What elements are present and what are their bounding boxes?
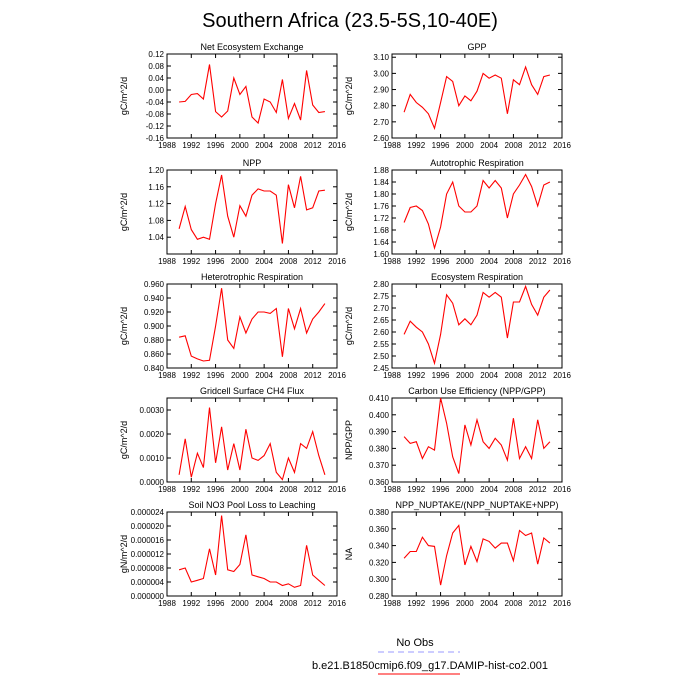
y-tick-label: 1.08 bbox=[148, 216, 164, 226]
y-tick-label: 2.75 bbox=[373, 292, 389, 301]
panel-title: Heterotrophic Respiration bbox=[200, 272, 304, 282]
panel-3 bbox=[119, 158, 346, 266]
y-tick-label: 0.12 bbox=[148, 50, 164, 59]
panel-title: GPP bbox=[467, 42, 487, 52]
y-axis-label: gC/m^2/d bbox=[344, 76, 354, 116]
x-tick-label: 1992 bbox=[407, 257, 426, 266]
plot-frame bbox=[167, 284, 337, 368]
series-line bbox=[404, 67, 550, 128]
y-tick-label: 0.400 bbox=[368, 410, 389, 420]
x-tick-label: 2016 bbox=[328, 141, 346, 150]
x-tick-label: 2016 bbox=[553, 257, 571, 266]
plot-frame bbox=[167, 398, 337, 482]
y-tick-label: 1.04 bbox=[148, 233, 164, 243]
y-tick-label: 2.80 bbox=[373, 101, 389, 111]
panel-4 bbox=[344, 158, 571, 266]
y-tick-label: 0.360 bbox=[368, 478, 389, 487]
x-tick-label: 1992 bbox=[182, 485, 201, 494]
x-tick-label: 1996 bbox=[206, 371, 225, 380]
x-tick-label: 1996 bbox=[431, 485, 450, 494]
x-tick-label: 2012 bbox=[528, 141, 547, 150]
panel-8 bbox=[344, 386, 571, 494]
x-tick-label: 1992 bbox=[407, 141, 426, 150]
y-tick-label: 0.390 bbox=[368, 427, 389, 437]
y-axis-label: gC/m^2/d bbox=[119, 192, 129, 232]
x-tick-label: 2012 bbox=[528, 485, 547, 494]
y-tick-label: -0.08 bbox=[145, 110, 164, 119]
x-tick-label: 2000 bbox=[455, 141, 474, 150]
y-tick-label: 0.300 bbox=[368, 575, 389, 585]
y-tick-label: 3.10 bbox=[373, 53, 389, 63]
x-tick-label: 2000 bbox=[230, 599, 249, 608]
series-line bbox=[404, 286, 550, 363]
x-tick-label: 2012 bbox=[303, 141, 322, 150]
x-tick-label: 2016 bbox=[553, 599, 571, 608]
y-tick-label: 0.000024 bbox=[130, 508, 164, 517]
x-tick-label: 2012 bbox=[528, 599, 547, 608]
x-tick-label: 1988 bbox=[158, 371, 176, 380]
x-tick-label: 1988 bbox=[158, 599, 176, 608]
y-tick-label: 0.320 bbox=[368, 558, 389, 568]
x-tick-label: 2016 bbox=[328, 371, 346, 380]
y-tick-label: 0.000016 bbox=[130, 536, 164, 545]
y-tick-label: 2.60 bbox=[373, 134, 389, 143]
x-tick-label: 2012 bbox=[303, 257, 322, 266]
x-tick-label: 2004 bbox=[255, 599, 274, 608]
y-tick-label: 0.280 bbox=[368, 592, 389, 601]
y-tick-label: 0.920 bbox=[143, 308, 164, 317]
x-tick-label: 1992 bbox=[182, 371, 201, 380]
y-tick-label: 1.64 bbox=[373, 238, 389, 247]
y-tick-label: 0.900 bbox=[143, 322, 164, 331]
y-tick-label: 3.00 bbox=[373, 69, 389, 79]
y-tick-label: 0.840 bbox=[143, 364, 164, 373]
panel-title: NPP bbox=[242, 158, 262, 168]
y-axis-label: gN/m^2/d bbox=[119, 534, 129, 574]
plot-frame bbox=[392, 284, 562, 368]
y-tick-label: 2.80 bbox=[373, 280, 389, 289]
x-tick-label: 2000 bbox=[230, 141, 249, 150]
y-tick-label: 2.45 bbox=[373, 364, 389, 373]
y-tick-label: 0.0000 bbox=[139, 478, 164, 487]
x-tick-label: 2008 bbox=[504, 141, 523, 150]
plot-frame bbox=[392, 170, 562, 254]
x-tick-label: 2012 bbox=[528, 257, 547, 266]
x-tick-label: 2012 bbox=[528, 371, 547, 380]
x-tick-label: 2008 bbox=[504, 257, 523, 266]
y-tick-label: -0.04 bbox=[145, 98, 164, 107]
x-tick-label: 1988 bbox=[158, 485, 176, 494]
y-tick-label: 1.60 bbox=[373, 250, 389, 259]
x-tick-label: 1992 bbox=[182, 599, 201, 608]
y-tick-label: -0.16 bbox=[145, 134, 164, 143]
x-tick-label: 2004 bbox=[480, 257, 499, 266]
y-tick-label: 0.04 bbox=[148, 74, 164, 83]
x-tick-label: 2000 bbox=[230, 371, 249, 380]
x-tick-label: 2008 bbox=[279, 485, 298, 494]
y-tick-label: 1.80 bbox=[373, 190, 389, 199]
x-tick-label: 2012 bbox=[303, 599, 322, 608]
y-tick-label: 1.20 bbox=[148, 166, 164, 175]
panel-title: Soil NO3 Pool Loss to Leaching bbox=[188, 500, 316, 510]
y-tick-label: 0.380 bbox=[368, 508, 389, 517]
panel-title: Net Ecosystem Exchange bbox=[200, 42, 304, 52]
panel-title: NPP_NUPTAKE/(NPP_NUPTAKE+NPP) bbox=[395, 500, 559, 510]
x-tick-label: 2008 bbox=[279, 599, 298, 608]
x-tick-label: 1992 bbox=[407, 599, 426, 608]
series-line bbox=[179, 288, 325, 361]
x-tick-label: 2008 bbox=[504, 485, 523, 494]
legend-label-no-obs: No Obs bbox=[396, 637, 434, 649]
y-tick-label: 2.90 bbox=[373, 85, 389, 95]
series-line bbox=[404, 398, 550, 474]
y-tick-label: 2.55 bbox=[373, 340, 389, 349]
plot-frame bbox=[392, 54, 562, 138]
x-tick-label: 2016 bbox=[328, 599, 346, 608]
y-tick-label: 0.940 bbox=[143, 294, 164, 303]
panel-1 bbox=[119, 42, 346, 150]
x-tick-label: 1996 bbox=[431, 141, 450, 150]
y-tick-label: 0.360 bbox=[368, 524, 389, 534]
y-tick-label: 0.0030 bbox=[139, 406, 164, 415]
panel-5 bbox=[119, 272, 346, 380]
x-tick-label: 2008 bbox=[279, 257, 298, 266]
x-tick-label: 2000 bbox=[230, 485, 249, 494]
x-tick-label: 2016 bbox=[328, 257, 346, 266]
panel-title: Carbon Use Efficiency (NPP/GPP) bbox=[408, 386, 546, 396]
series-line bbox=[179, 408, 325, 480]
x-tick-label: 2008 bbox=[279, 371, 298, 380]
series-line bbox=[404, 525, 550, 585]
y-tick-label: 0.000000 bbox=[130, 592, 164, 601]
y-axis-label: gC/m^2/d bbox=[119, 76, 129, 116]
y-axis-label: NPP/GPP bbox=[344, 419, 354, 461]
x-tick-label: 1996 bbox=[431, 371, 450, 380]
series-line bbox=[179, 175, 325, 244]
y-tick-label: 1.68 bbox=[373, 226, 389, 235]
x-tick-label: 1988 bbox=[383, 371, 401, 380]
y-tick-label: 2.70 bbox=[373, 117, 389, 127]
y-tick-label: 1.88 bbox=[373, 166, 389, 175]
plot-frame bbox=[392, 512, 562, 596]
y-tick-label: 1.12 bbox=[148, 199, 164, 209]
x-tick-label: 2004 bbox=[480, 485, 499, 494]
x-tick-label: 2016 bbox=[553, 485, 571, 494]
panel-7 bbox=[119, 386, 346, 494]
y-tick-label: 2.60 bbox=[373, 328, 389, 337]
panel-title: Gridcell Surface CH4 Flux bbox=[199, 386, 305, 396]
x-tick-label: 1992 bbox=[182, 257, 201, 266]
y-tick-label: 1.16 bbox=[148, 182, 164, 192]
x-tick-label: 2016 bbox=[553, 371, 571, 380]
x-tick-label: 2016 bbox=[328, 485, 346, 494]
panel-9 bbox=[119, 500, 346, 608]
y-axis-label: gC/m^2/d bbox=[344, 306, 354, 346]
y-tick-label: 1.72 bbox=[373, 214, 389, 223]
x-tick-label: 2012 bbox=[303, 371, 322, 380]
x-tick-label: 2004 bbox=[255, 257, 274, 266]
y-tick-label: 0.08 bbox=[148, 62, 164, 71]
x-tick-label: 1996 bbox=[206, 257, 225, 266]
x-tick-label: 2008 bbox=[279, 141, 298, 150]
x-tick-label: 2016 bbox=[553, 141, 571, 150]
x-tick-label: 2004 bbox=[255, 141, 274, 150]
x-tick-label: 1992 bbox=[182, 141, 201, 150]
x-tick-label: 1996 bbox=[206, 141, 225, 150]
y-tick-label: 0.860 bbox=[143, 350, 164, 359]
x-tick-label: 1988 bbox=[158, 141, 176, 150]
panel-6 bbox=[344, 272, 571, 380]
x-tick-label: 1988 bbox=[383, 485, 401, 494]
page-title: Southern Africa (23.5-5S,10-40E) bbox=[202, 10, 498, 32]
y-tick-label: 0.370 bbox=[368, 461, 389, 471]
y-tick-label: 1.76 bbox=[373, 202, 389, 211]
y-axis-label: gC/m^2/d bbox=[344, 192, 354, 232]
y-tick-label: 0.960 bbox=[143, 280, 164, 289]
y-tick-label: 0.410 bbox=[368, 394, 389, 403]
x-tick-label: 2000 bbox=[455, 371, 474, 380]
y-tick-label: 2.70 bbox=[373, 304, 389, 313]
panel-title: Autotrophic Respiration bbox=[430, 158, 524, 168]
y-axis-label: gC/m^2/d bbox=[119, 306, 129, 346]
x-tick-label: 2004 bbox=[480, 371, 499, 380]
plot-frame bbox=[167, 170, 337, 254]
x-tick-label: 2008 bbox=[504, 371, 523, 380]
series-line bbox=[179, 65, 325, 124]
y-tick-label: 0.00 bbox=[148, 86, 164, 95]
x-tick-label: 2008 bbox=[504, 599, 523, 608]
y-tick-label: 0.880 bbox=[143, 336, 164, 345]
x-tick-label: 2000 bbox=[455, 257, 474, 266]
x-tick-label: 2004 bbox=[480, 141, 499, 150]
x-tick-label: 1996 bbox=[206, 599, 225, 608]
x-tick-label: 1992 bbox=[407, 485, 426, 494]
y-axis-label: NA bbox=[344, 547, 354, 561]
x-tick-label: 1988 bbox=[158, 257, 176, 266]
x-tick-label: 1992 bbox=[407, 371, 426, 380]
x-tick-label: 1996 bbox=[206, 485, 225, 494]
legend-label-case: b.e21.B1850cmip6.f09_g17.DAMIP-hist-co2.001 bbox=[311, 660, 549, 672]
y-tick-label: 0.380 bbox=[368, 444, 389, 454]
y-tick-label: 0.0020 bbox=[139, 430, 164, 439]
y-tick-label: -0.12 bbox=[145, 122, 164, 131]
x-tick-label: 1988 bbox=[383, 141, 401, 150]
panel-10 bbox=[344, 500, 571, 608]
panel-title: Ecosystem Respiration bbox=[430, 272, 524, 282]
y-tick-label: 0.0010 bbox=[139, 454, 164, 463]
series-line bbox=[179, 516, 325, 588]
y-axis-label: gC/m^2/d bbox=[119, 420, 129, 460]
y-tick-label: 2.65 bbox=[373, 316, 389, 325]
plot-frame bbox=[167, 512, 337, 596]
y-tick-label: 1.84 bbox=[373, 178, 389, 187]
y-tick-label: 0.000004 bbox=[130, 578, 164, 587]
x-tick-label: 2012 bbox=[303, 485, 322, 494]
y-tick-label: 0.000008 bbox=[130, 564, 164, 573]
plot-frame bbox=[392, 398, 562, 482]
y-tick-label: 2.50 bbox=[373, 352, 389, 361]
y-tick-label: 0.000012 bbox=[130, 550, 164, 559]
y-tick-label: 0.340 bbox=[368, 541, 389, 551]
x-tick-label: 2004 bbox=[480, 599, 499, 608]
y-tick-label: 0.000020 bbox=[130, 522, 164, 531]
series-line bbox=[404, 175, 550, 249]
x-tick-label: 1996 bbox=[431, 599, 450, 608]
panel-2 bbox=[344, 42, 571, 150]
x-tick-label: 2000 bbox=[455, 485, 474, 494]
x-tick-label: 2004 bbox=[255, 371, 274, 380]
x-tick-label: 1996 bbox=[431, 257, 450, 266]
x-tick-label: 2000 bbox=[455, 599, 474, 608]
x-tick-label: 1988 bbox=[383, 599, 401, 608]
x-tick-label: 1988 bbox=[383, 257, 401, 266]
x-tick-label: 2000 bbox=[230, 257, 249, 266]
x-tick-label: 2004 bbox=[255, 485, 274, 494]
